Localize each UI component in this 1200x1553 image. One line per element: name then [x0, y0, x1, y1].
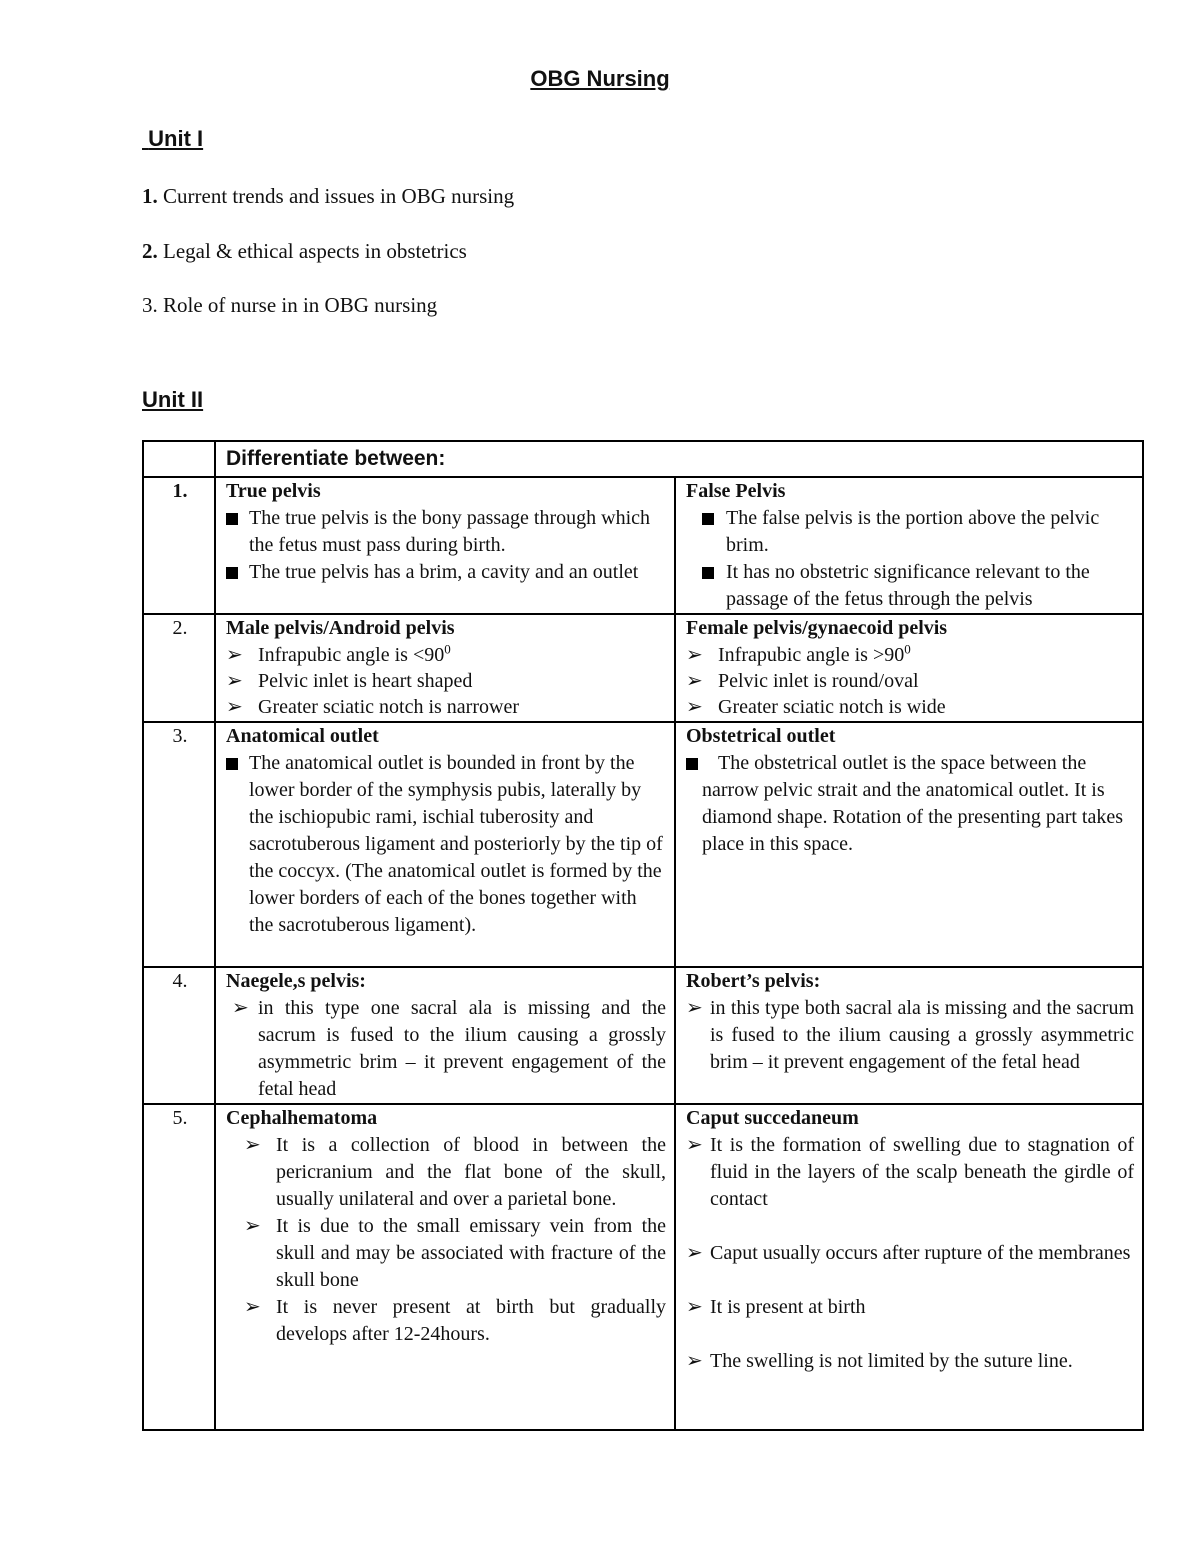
cell-title: Caput succedaneum — [686, 1107, 859, 1129]
list-item: The false pelvis is the portion above the pelvic brim. — [686, 505, 1134, 559]
square-bullet-icon — [226, 559, 238, 587]
square-bullet-icon — [702, 559, 714, 587]
arrow-bullet-icon: ➢ — [226, 670, 243, 692]
arrow-bullet-icon: ➢ — [686, 696, 703, 718]
left-cell — [215, 477, 675, 614]
arrow-bullet-icon: ➢ — [686, 997, 703, 1019]
right-cell — [675, 477, 1143, 614]
left-cell — [215, 967, 675, 1104]
arrow-bullet-icon: ➢ — [686, 1242, 703, 1264]
list-item: ➢ It is due to the small emissary vein from the skull and may be associated with fracture of the skull bone — [244, 1215, 666, 1291]
cell-title: True pelvis — [226, 480, 321, 502]
list-item: ➢ Pelvic inlet is heart shaped — [226, 670, 473, 692]
list-item: The true pelvis is the bony passage through which the fetus must pass during birth. — [226, 505, 666, 559]
list-item: ➢ Pelvic inlet is round/oval — [686, 670, 919, 692]
cell-title: Naegele,s pelvis: — [226, 970, 366, 992]
unit-1-heading: Unit I — [148, 126, 204, 151]
arrow-bullet-icon: ➢ — [686, 1134, 703, 1156]
row-number: 3. — [143, 722, 215, 967]
list-item: The true pelvis has a brim, a cavity and an outlet — [226, 559, 666, 586]
arrow-bullet-icon: ➢ — [244, 1215, 261, 1237]
table-header: Differentiate between: — [215, 441, 1143, 477]
unit-2-heading: Unit II — [142, 387, 204, 412]
list-item: ➢ It is a collection of blood in between the pericranium and the flat bone of the skull, usually unilateral and over a parietal bone. — [244, 1134, 666, 1210]
row-number: 4. — [143, 967, 215, 1104]
list-item: ➢ Infrapubic angle is $<90^0$ — [226, 641, 451, 666]
cell-title: False Pelvis — [686, 480, 786, 502]
list-item: ➢ Infrapubic angle is $>90^0$ — [686, 641, 911, 666]
list-item: ➢ in this type both sacral ala is missing and the sacrum is fused to the ilium causing a grossly asymmetric brim – it prevent engagement of the fetal head — [686, 997, 1134, 1073]
right-cell — [675, 1104, 1143, 1430]
row-number: 5. — [143, 1104, 215, 1430]
table-row — [143, 477, 1143, 614]
list-item: The anatomical outlet is bounded in front by the lower border of the symphysis pubis, laterally by the ischiopubic rami, ischial tuberosity and sacrotuberous ligament and posteriorly by the tip of the coccyx. (The anatomical outlet is formed by the lower borders of each of the bones together with the sacrotuberous ligament). — [226, 750, 666, 939]
table-row — [143, 722, 1143, 967]
cell-title: Anatomical outlet — [226, 725, 379, 747]
square-bullet-icon — [226, 750, 238, 778]
table-row — [143, 614, 1143, 722]
list-item: ➢ Greater sciatic notch is narrower — [226, 696, 519, 718]
unit-1-topic-1: 1. Current trends and issues in OBG nursing — [142, 184, 515, 208]
arrow-bullet-icon: ➢ — [686, 644, 703, 666]
square-bullet-icon — [226, 505, 238, 533]
square-bullet-icon — [702, 505, 714, 533]
cell-title: Cephalhematoma — [226, 1107, 378, 1129]
cell-title: Female pelvis/gynaecoid pelvis — [686, 617, 948, 639]
arrow-bullet-icon: ➢ — [244, 1134, 261, 1156]
arrow-bullet-icon: ➢ — [232, 997, 249, 1019]
list-item: It has no obstetric significance relevant to the passage of the fetus through the pelvis — [686, 559, 1134, 613]
left-cell — [215, 1104, 675, 1430]
table-row — [143, 967, 1143, 1104]
row-number: 1. — [143, 477, 215, 614]
unit-1-topic-2: 2. Legal & ethical aspects in obstetrics — [142, 239, 467, 263]
list-item: ➢ Greater sciatic notch is wide — [686, 696, 946, 718]
list-item: ➢ in this type one sacral ala is missing and the sacrum is fused to the ilium causing a grossly asymmetric brim – it prevent engagement of the fetal head — [232, 997, 666, 1100]
arrow-bullet-icon: ➢ — [686, 1350, 703, 1372]
cell-title: Male pelvis/Android pelvis — [226, 617, 455, 639]
right-cell — [675, 722, 1143, 967]
arrow-bullet-icon: ➢ — [244, 1296, 261, 1318]
table-row — [143, 1104, 1143, 1430]
left-cell — [215, 722, 675, 967]
unit-1-topic-3: 3. Role of nurse in in OBG nursing — [142, 293, 438, 317]
right-cell — [675, 967, 1143, 1104]
right-cell — [675, 614, 1143, 722]
arrow-bullet-icon: ➢ — [226, 696, 243, 718]
cell-title: Robert’s pelvis: — [686, 970, 821, 992]
left-cell — [215, 614, 675, 722]
table-header-row — [143, 441, 1143, 477]
list-item: ➢ It is present at birth — [686, 1294, 1134, 1321]
list-item: The obstetrical outlet is the space between the narrow pelvic strait and the anatomical outlet. It is diamond shape. Rotation of the presenting part takes place in this space. — [686, 750, 1134, 858]
arrow-bullet-icon: ➢ — [686, 1296, 703, 1318]
cell-title: Obstetrical outlet — [686, 725, 836, 747]
square-bullet-icon — [686, 750, 698, 778]
list-item: ➢ It is never present at birth but gradually develops after 12-24hours. — [244, 1296, 666, 1345]
list-item: ➢ Caput usually occurs after rupture of the membranes — [686, 1240, 1134, 1267]
arrow-bullet-icon: ➢ — [686, 670, 703, 692]
document-title: OBG Nursing — [530, 66, 670, 91]
list-item: ➢ The swelling is not limited by the suture line. — [686, 1348, 1134, 1375]
arrow-bullet-icon: ➢ — [226, 644, 243, 666]
row-number: 2. — [143, 614, 215, 722]
differentiate-table — [142, 440, 1144, 1431]
list-item: ➢ It is the formation of swelling due to stagnation of fluid in the layers of the scalp beneath the girdle of contact — [686, 1134, 1134, 1210]
